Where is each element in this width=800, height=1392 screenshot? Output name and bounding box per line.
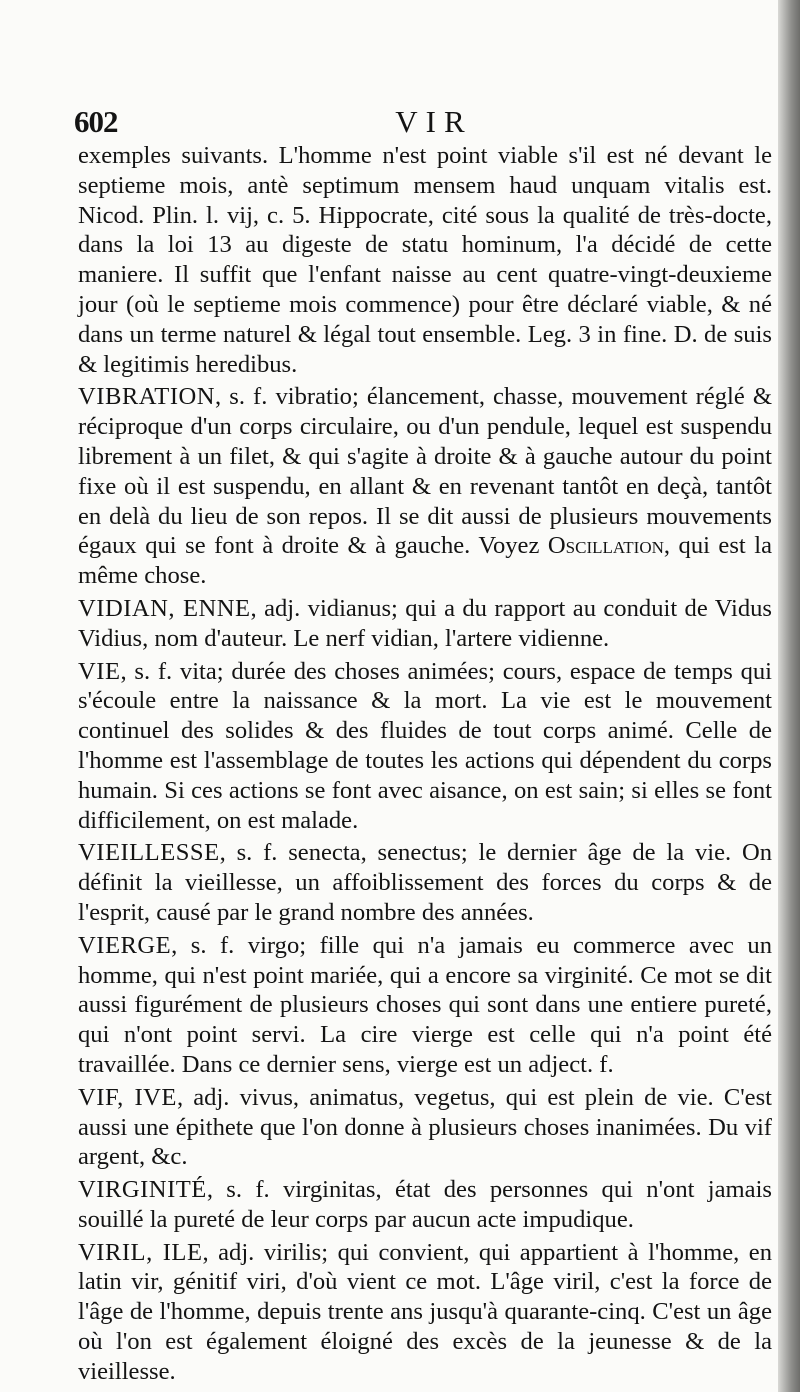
- entry-body: exemples suivants. L'homme n'est point viable s'il est né devant le septieme mois, antè septimum mensem haud unquam vitalis est. Nicod. Plin. l. vij, c. 5. Hippocrate, cité sous la qualité de très-docte, dans la loi 13 au digeste de statu hominum, l'a décidé de cette maniere. Il suffit que l'enfant naisse au cent quatre-vingt-deuxieme jour (où le septieme mois commence) pour être déclaré viable, & né dans un terme naturel & légal tout ensemble. Leg. 3 in fine. D. de suis & legitimis heredibus.: [78, 142, 772, 378]
- entry-headword: VIRGINITÉ: [78, 1176, 207, 1204]
- running-head: VIR: [395, 104, 473, 139]
- entry-body: , s. f. vita; durée des choses animées; cours, espace de temps qui s'écoule entre la naissance & la mort. La vie est le mouvement continuel des solides & des fluides de tout corps animé. Celle de l'homme est l'assemblage de toutes les actions qui dépendent du corps humain. Si ces actions se font avec aisance, on est sain; si elles se font difficilement, on est malade.: [78, 657, 772, 834]
- entry-vidian: [78, 594, 772, 654]
- entry-headword: VIE: [78, 657, 121, 685]
- entry-body: , adj. virilis; qui convient, qui appartient à l'homme, en latin vir, génitif viri, d'où vient ce mot. L'âge viril, c'est la force de l'âge de l'homme, depuis trente ans jusqu'à quarante-cinq. C'est un âge où l'on est également éloigné des excès de la jeunesse & de la vieillesse.: [78, 1238, 772, 1385]
- entry-headword: VIERGE: [78, 931, 172, 959]
- dictionary-text: [78, 141, 772, 1390]
- entry-headword: VIDIAN, ENNE: [78, 594, 251, 622]
- page-edge-shadow: [778, 0, 800, 1392]
- entry-body: , s. f. vibratio; élancement, chasse, mouvement réglé & réciproque d'un corps circulaire, ou d'un pendule, lequel est suspendu librement à un filet, & qui s'agite à droite & à gauche autour du point fixe où il est suspendu, en allant & en revenant tantôt en deçà, tantôt en delà du lieu de son repos. Il se dit aussi de plusieurs mouvements égaux qui se font à droite & à gauche. Voyez: [78, 383, 772, 560]
- entry-vif: [78, 1083, 772, 1172]
- cross-reference: Oscillation: [547, 532, 664, 560]
- entry-viril: [78, 1238, 772, 1387]
- entry-headword: VIBRATION: [78, 383, 216, 411]
- entry-body-tail: , qui est la même chose.: [78, 532, 772, 590]
- entry-vibration: [78, 382, 772, 591]
- entry-body: , s. f. senecta, senectus; le dernier âge de la vie. On définit la vieillesse, un affoiblissement des forces du corps & de l'esprit, causé par le grand nombre des années.: [78, 839, 772, 926]
- entry-body: , adj. vivus, animatus, vegetus, qui est plein de vie. C'est aussi une épithete que l'on donne à plusieurs choses inanimées. Du vif argent, &c.: [78, 1083, 773, 1171]
- entry-continuation: [78, 141, 772, 379]
- entry-vie: [78, 657, 772, 836]
- entry-body: , s. f. virginitas, état des personnes qui n'ont jamais souillé la pureté de leur corps par aucun acte impudique.: [78, 1176, 772, 1233]
- entry-vieillesse: [78, 838, 772, 927]
- entry-headword: VIF, IVE: [78, 1083, 177, 1111]
- entry-body: , adj. vidianus; qui a du rapport au conduit de Vidus Vidius, nom d'auteur. Le nerf vidian, l'artere vidienne.: [78, 594, 772, 652]
- entry-virginite: [78, 1175, 772, 1235]
- page-header: [74, 104, 774, 144]
- entry-body: , s. f. virgo; fille qui n'a jamais eu commerce avec un homme, qui n'est point mariée, qui a encore sa virginité. Ce mot se dit aussi figurément de plusieurs choses qui sont dans une entiere pureté, qui n'ont point servi. La cire vierge est celle qui n'a point été travaillée. Dans ce dernier sens, vierge est un adject. f.: [78, 931, 772, 1078]
- page-number: 602: [74, 104, 118, 139]
- entry-vierge: [78, 931, 772, 1080]
- entry-headword: VIEILLESSE: [78, 839, 220, 867]
- entry-headword: VIRIL, ILE: [78, 1238, 203, 1266]
